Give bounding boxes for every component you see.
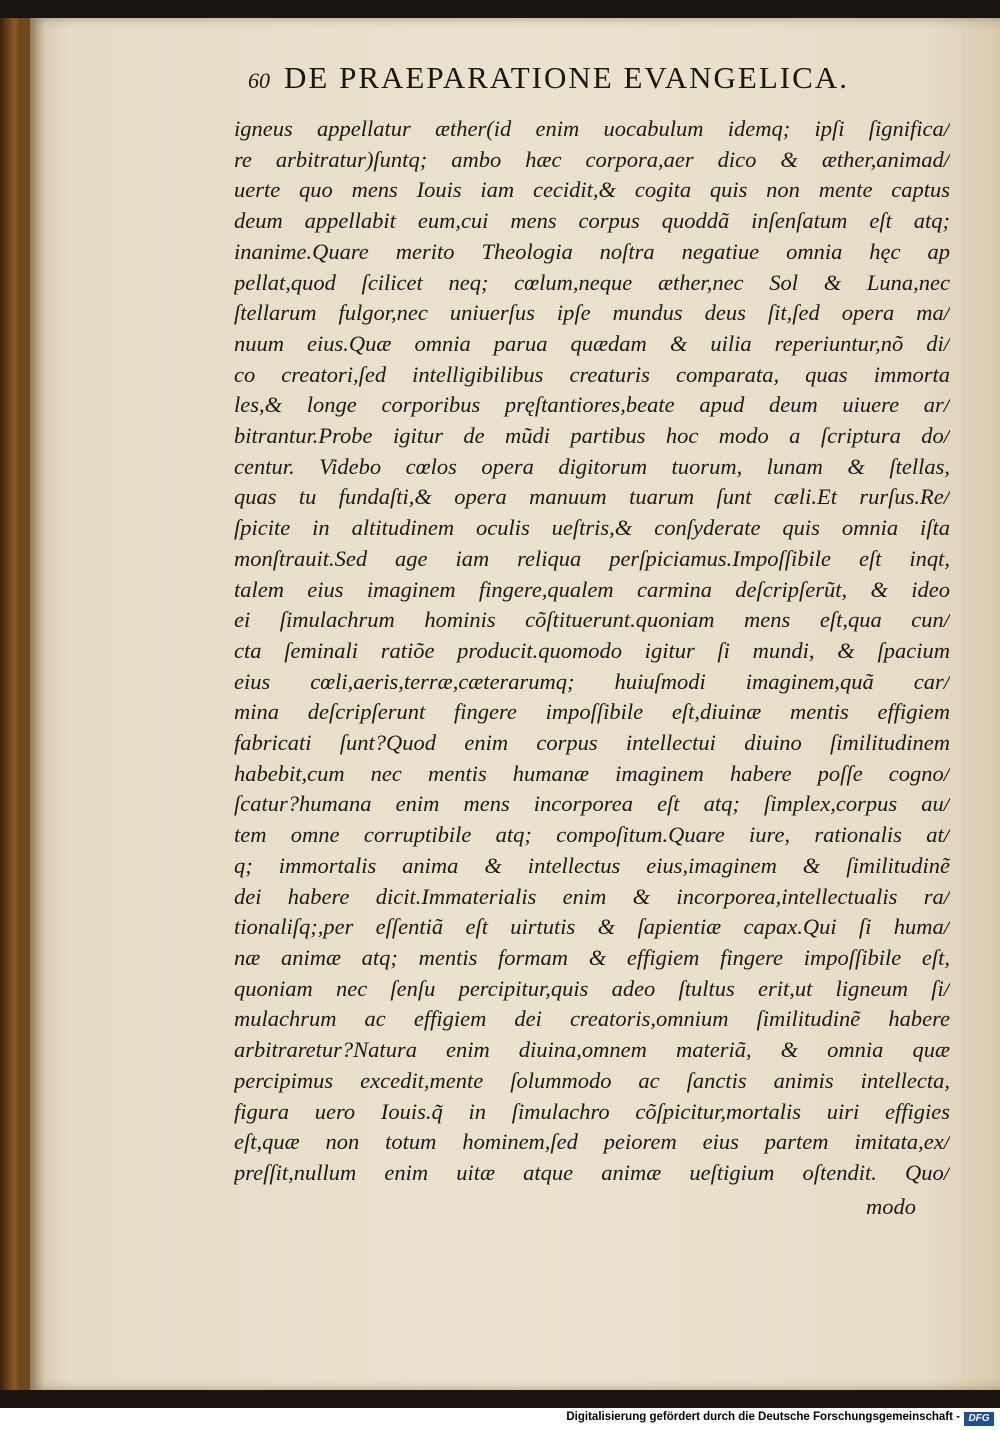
funding-credit: Digitalisierung gefördert durch die Deutsche Forschungsgemeinschaft - xyxy=(566,1411,960,1423)
text-line: quoniam nec ſenſu percipitur,quis adeo ſtultus erit,ut ligneum ſi/ xyxy=(234,975,950,1001)
text-line: tionaliſq;,per eſſentiã eſt uirtutis & ſapientiæ capax.Qui ſi huma/ xyxy=(234,914,950,940)
text-line: habebit,cum nec mentis humanæ imaginem habere poſſe cogno/ xyxy=(234,760,950,786)
text-line: tem omne corruptibile atq; compoſitum.Quare iure, rationalis at/ xyxy=(234,822,950,848)
text-line: cta ſeminali ratiõe producit.quomodo igitur ſi mundi, & ſpacium xyxy=(234,637,950,663)
text-line: bitrantur.Probe igitur de mũdi partibus hoc modo a ſcriptura do/ xyxy=(234,423,950,449)
text-line: dei habere dicit.Immaterialis enim & incorporea,intellectualis ra/ xyxy=(234,883,950,909)
folio-number: 60 xyxy=(248,68,270,93)
text-line: talem eius imaginem fingere,qualem carmina deſcripſerũt, & ideo xyxy=(234,576,950,602)
text-line: les,& longe corporibus pręſtantiores,beate apud deum uiuere ar/ xyxy=(234,392,950,418)
text-line: ſcatur?humana enim mens incorporea eſt atq; ſimplex,corpus au/ xyxy=(234,791,950,817)
text-line: mina deſcripſerunt fingere impoſſibile eſt,diuinæ mentis effigiem xyxy=(234,699,950,725)
text-line: uerte quo mens Iouis iam cecidit,& cogita quis non mente captus xyxy=(234,177,950,203)
text-line: preſſit,nullum enim uitæ atque animæ ueſtigium oſtendit. Quo/ xyxy=(234,1159,950,1185)
text-line: pellat,quod ſcilicet neq; cœlum,neque æther,nec Sol & Luna,nec xyxy=(234,269,950,295)
text-line: centur. Videbo cœlos opera digitorum tuorum, lunam & ſtellas, xyxy=(234,453,950,479)
book-binding-edge xyxy=(0,18,24,1390)
text-line: monſtrauit.Sed age iam reliqua perſpiciamus.Impoſſibile eſt inqt, xyxy=(234,545,950,571)
text-line: figura uero Iouis.q̃ in ſimulachro cõſpicitur,mortalis uiri effigies xyxy=(234,1098,950,1124)
text-line: eius cœli,aeris,terræ,cæterarumq; huiuſmodi imaginem,quã car/ xyxy=(234,668,950,694)
text-line: næ animæ atq; mentis formam & effigiem fingere impoſſibile eſt, xyxy=(234,944,950,970)
text-line: quas tu fundaſti,& opera manuum tuarum ſunt cæli.Et rurſus.Re/ xyxy=(234,484,950,510)
text-line: percipimus excedit,mente ſolummodo ac ſanctis animis intellecta, xyxy=(234,1067,950,1093)
text-line: deum appellabit eum,cui mens corpus quoddã inſenſatum eſt atq; xyxy=(234,208,950,234)
text-line: eſt,quæ non totum hominem,ſed peiorem eius partem imitata,ex/ xyxy=(234,1129,950,1155)
text-line: mulachrum ac effigiem dei creatoris,omnium ſimilitudinẽ habere xyxy=(234,1006,950,1032)
text-line: igneus appellatur æther(id enim uocabulum idemq; ipſi ſignifica/ xyxy=(234,116,950,141)
dfg-logo: DFG xyxy=(964,1412,994,1426)
text-line: inanime.Quare merito Theologia noſtra negatiue omnia hęc ap xyxy=(234,238,950,264)
text-line: arbitraretur?Natura enim diuina,omnem materiã, & omnia quæ xyxy=(234,1037,950,1063)
text-line: co creatori,ſed intelligibilibus creaturis comparata, quas immorta xyxy=(234,361,950,387)
page-header xyxy=(248,60,958,96)
text-line: ei ſimulachrum hominis cõſtituerunt.quoniam mens eſt,qua cun/ xyxy=(234,607,950,633)
text-line: nuum eius.Quæ omnia parua quædam & uilia reperiuntur,nõ di/ xyxy=(234,330,950,356)
text-line: ſpicite in altitudinem oculis ueſtris,& conſyderate quis omnia iſta xyxy=(234,515,950,541)
catchword: modo xyxy=(866,1194,916,1219)
footer-bar xyxy=(0,1408,1000,1430)
running-title: DE PRAEPARATIONE EVANGELICA. xyxy=(284,60,849,95)
body-text xyxy=(234,114,950,1189)
text-line: ſtellarum fulgor,nec uniuerſus ipſe mundus deus ſit,ſed opera ma/ xyxy=(234,300,950,326)
text-line: q; immortalis anima & intellectus eius,imaginem & ſimilitudinẽ xyxy=(234,852,950,878)
text-line: re arbitratur)ſuntq; ambo hæc corpora,aer dico & æther,animad/ xyxy=(234,146,950,172)
text-line: fabricati ſunt?Quod enim corpus intellectui diuino ſimilitudinem xyxy=(234,730,950,756)
